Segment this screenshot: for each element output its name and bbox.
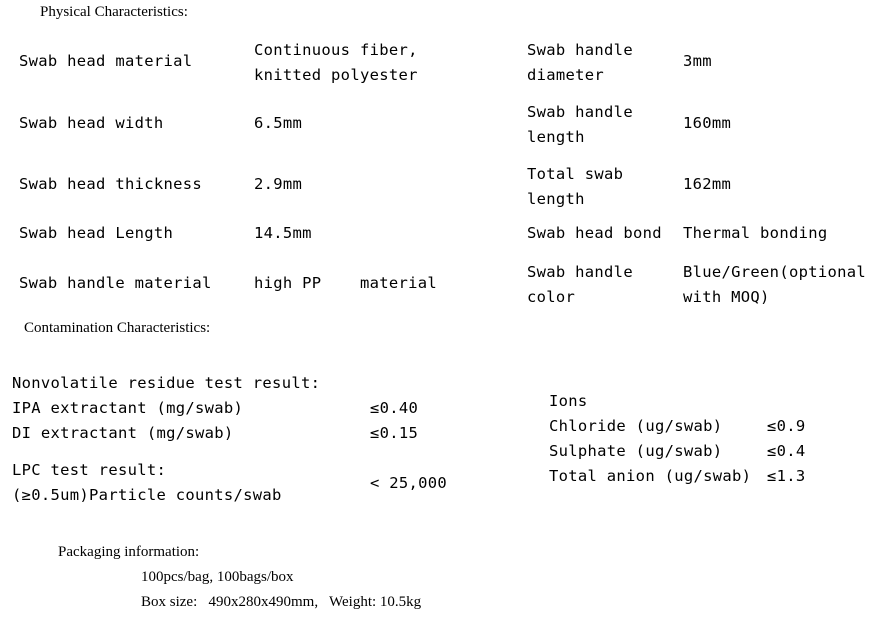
sulphate-value: ≤0.4 <box>767 442 806 460</box>
contamination-heading: Contamination Characteristics: <box>24 320 211 336</box>
anion-label: Total anion (ug/swab) <box>549 467 752 485</box>
spec-value-handle-length: 160mm <box>683 114 732 132</box>
lpc-value: < 25,000 <box>370 474 448 492</box>
spec-value-handle-material: high PP material <box>254 274 438 292</box>
nvr-title: Nonvolatile residue test result: <box>12 374 321 392</box>
spec-label-head-bond: Swab head bond <box>527 224 662 242</box>
spec-label-head-thickness: Swab head thickness <box>19 175 203 193</box>
sulphate-label: Sulphate (ug/swab) <box>549 442 723 460</box>
spec-label-handle-length: Swab handle length <box>527 103 633 146</box>
spec-value-handle-color: Blue/Green(optional with MOQ) <box>683 263 867 306</box>
spec-value-total-length: 162mm <box>683 175 732 193</box>
spec-label-total-length: Total swab length <box>527 165 624 208</box>
di-label: DI extractant (mg/swab) <box>12 424 234 442</box>
di-value: ≤0.15 <box>370 424 419 442</box>
lpc-title: LPC test result: <box>12 461 167 479</box>
spec-value-head-length: 14.5mm <box>254 224 312 242</box>
lpc-label: (≥0.5um)Particle counts/swab <box>12 486 282 504</box>
spec-label-head-width: Swab head width <box>19 114 164 132</box>
spec-label-handle-material: Swab handle material <box>19 274 212 292</box>
spec-label-head-material: Swab head material <box>19 52 193 70</box>
ipa-label: IPA extractant (mg/swab) <box>12 399 244 417</box>
spec-label-head-length: Swab head Length <box>19 224 174 242</box>
packaging-box-size: Box size: 490x280x490mm, Weight: 10.5kg <box>141 594 422 610</box>
spec-label-handle-color: Swab handle color <box>527 263 633 306</box>
packaging-quantity: 100pcs/bag, 100bags/box <box>141 569 294 585</box>
spec-label-handle-diameter: Swab handle diameter <box>527 41 633 84</box>
ions-title: Ions <box>549 392 588 410</box>
spec-value-head-width: 6.5mm <box>254 114 303 132</box>
anion-value: ≤1.3 <box>767 467 806 485</box>
spec-value-handle-diameter: 3mm <box>683 52 712 70</box>
packaging-heading: Packaging information: <box>58 544 200 560</box>
chloride-label: Chloride (ug/swab) <box>549 417 723 435</box>
ipa-value: ≤0.40 <box>370 399 419 417</box>
chloride-value: ≤0.9 <box>767 417 806 435</box>
spec-value-head-material: Continuous fiber, knitted polyester <box>254 41 418 84</box>
spec-value-head-thickness: 2.9mm <box>254 175 303 193</box>
physical-heading: Physical Characteristics: <box>40 4 188 20</box>
spec-value-head-bond: Thermal bonding <box>683 224 828 242</box>
